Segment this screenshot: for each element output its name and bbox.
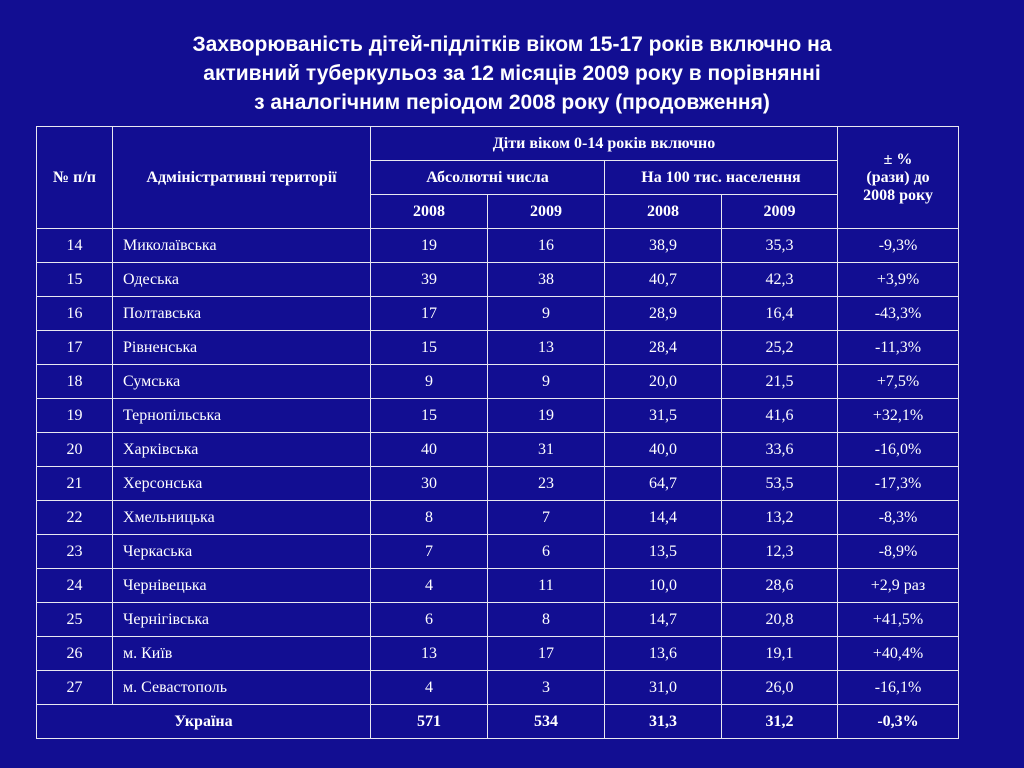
cell-change: -43,3% [838, 297, 959, 331]
cell-territory: Херсонська [113, 467, 371, 501]
tuberculosis-table [36, 126, 959, 739]
cell-rate-2009: 13,2 [722, 501, 838, 535]
cell-rate-2009: 16,4 [722, 297, 838, 331]
total-row [37, 705, 959, 739]
cell-rate-2009: 26,0 [722, 671, 838, 705]
header-abs-2008: 2008 [371, 195, 488, 229]
cell-abs-2009: 7 [488, 501, 605, 535]
cell-rate-2008: 20,0 [605, 365, 722, 399]
cell-num: 15 [37, 263, 113, 297]
cell-num: 25 [37, 603, 113, 637]
cell-abs-2009: 9 [488, 297, 605, 331]
cell-rate-2008: 40,7 [605, 263, 722, 297]
cell-change: -17,3% [838, 467, 959, 501]
header-territory: Адміністративні території [113, 127, 371, 229]
cell-rate-2009: 21,5 [722, 365, 838, 399]
cell-rate-2008: 13,6 [605, 637, 722, 671]
cell-territory: Сумська [113, 365, 371, 399]
header-change-line-1: ± % [883, 150, 913, 168]
cell-num: 27 [37, 671, 113, 705]
cell-num: 26 [37, 637, 113, 671]
header-rate-2008: 2008 [605, 195, 722, 229]
total-abs-2009: 534 [488, 705, 605, 739]
cell-abs-2008: 15 [371, 331, 488, 365]
cell-territory: Рівненська [113, 331, 371, 365]
cell-territory: Хмельницька [113, 501, 371, 535]
cell-change: +40,4% [838, 637, 959, 671]
header-change-line-3: 2008 року [863, 186, 933, 204]
cell-change: -11,3% [838, 331, 959, 365]
cell-rate-2009: 35,3 [722, 229, 838, 263]
cell-abs-2008: 9 [371, 365, 488, 399]
cell-abs-2008: 19 [371, 229, 488, 263]
cell-abs-2009: 3 [488, 671, 605, 705]
cell-abs-2009: 31 [488, 433, 605, 467]
cell-change: +32,1% [838, 399, 959, 433]
cell-abs-2009: 13 [488, 331, 605, 365]
cell-abs-2008: 4 [371, 569, 488, 603]
total-abs-2008: 571 [371, 705, 488, 739]
header-absolute: Абсолютні числа [371, 161, 605, 195]
cell-rate-2008: 31,0 [605, 671, 722, 705]
cell-num: 14 [37, 229, 113, 263]
cell-abs-2008: 13 [371, 637, 488, 671]
cell-abs-2008: 30 [371, 467, 488, 501]
title-line-3: з аналогічним періодом 2008 року (продовження) [254, 91, 770, 114]
cell-rate-2008: 64,7 [605, 467, 722, 501]
total-change: -0,3% [838, 705, 959, 739]
cell-rate-2008: 28,4 [605, 331, 722, 365]
cell-num: 19 [37, 399, 113, 433]
cell-change: +3,9% [838, 263, 959, 297]
cell-abs-2009: 11 [488, 569, 605, 603]
cell-abs-2009: 38 [488, 263, 605, 297]
cell-territory: Чернігівська [113, 603, 371, 637]
cell-rate-2008: 14,7 [605, 603, 722, 637]
table-row [37, 433, 959, 467]
cell-change: -16,0% [838, 433, 959, 467]
title-line-2: активний туберкульоз за 12 місяців 2009 року в порівнянні [203, 62, 821, 85]
cell-rate-2009: 19,1 [722, 637, 838, 671]
table-row [37, 229, 959, 263]
cell-rate-2008: 10,0 [605, 569, 722, 603]
table-row [37, 501, 959, 535]
cell-num: 18 [37, 365, 113, 399]
header-children-group: Діти віком 0-14 років включно [371, 127, 838, 161]
cell-territory: Миколаївська [113, 229, 371, 263]
cell-territory: Харківська [113, 433, 371, 467]
table-body [37, 229, 959, 705]
cell-rate-2009: 33,6 [722, 433, 838, 467]
cell-num: 21 [37, 467, 113, 501]
cell-num: 22 [37, 501, 113, 535]
cell-territory: Черкаська [113, 535, 371, 569]
cell-rate-2008: 38,9 [605, 229, 722, 263]
cell-rate-2008: 28,9 [605, 297, 722, 331]
cell-abs-2009: 23 [488, 467, 605, 501]
table-row [37, 365, 959, 399]
table-row [37, 569, 959, 603]
table-row [37, 297, 959, 331]
cell-territory: Одеська [113, 263, 371, 297]
table-row [37, 467, 959, 501]
cell-abs-2009: 6 [488, 535, 605, 569]
total-name: Україна [37, 705, 371, 739]
cell-territory: м. Севастополь [113, 671, 371, 705]
header-num: № п/п [37, 127, 113, 229]
cell-change: +41,5% [838, 603, 959, 637]
cell-num: 16 [37, 297, 113, 331]
cell-change: -8,9% [838, 535, 959, 569]
cell-rate-2009: 53,5 [722, 467, 838, 501]
cell-abs-2009: 17 [488, 637, 605, 671]
cell-territory: Тернопільська [113, 399, 371, 433]
table-row [37, 331, 959, 365]
cell-rate-2008: 13,5 [605, 535, 722, 569]
cell-rate-2008: 31,5 [605, 399, 722, 433]
header-per100k: На 100 тис. населення [605, 161, 838, 195]
cell-abs-2009: 16 [488, 229, 605, 263]
cell-num: 24 [37, 569, 113, 603]
cell-change: +2,9 раз [838, 569, 959, 603]
table-row [37, 637, 959, 671]
cell-abs-2008: 15 [371, 399, 488, 433]
cell-rate-2009: 28,6 [722, 569, 838, 603]
table-row [37, 603, 959, 637]
cell-rate-2009: 42,3 [722, 263, 838, 297]
total-rate-2009: 31,2 [722, 705, 838, 739]
cell-abs-2009: 9 [488, 365, 605, 399]
cell-change: -9,3% [838, 229, 959, 263]
cell-abs-2008: 40 [371, 433, 488, 467]
header-rate-2009: 2009 [722, 195, 838, 229]
cell-num: 23 [37, 535, 113, 569]
header-change-line-2: (рази) до [866, 168, 930, 186]
cell-rate-2008: 40,0 [605, 433, 722, 467]
cell-abs-2008: 6 [371, 603, 488, 637]
total-rate-2008: 31,3 [605, 705, 722, 739]
cell-territory: Полтавська [113, 297, 371, 331]
cell-rate-2008: 14,4 [605, 501, 722, 535]
cell-change: -16,1% [838, 671, 959, 705]
cell-abs-2008: 4 [371, 671, 488, 705]
cell-rate-2009: 20,8 [722, 603, 838, 637]
header-abs-2009: 2009 [488, 195, 605, 229]
header-change [838, 127, 959, 229]
title-line-1: Захворюваність дітей-підлітків віком 15-17 років включно на [192, 33, 832, 56]
cell-rate-2009: 25,2 [722, 331, 838, 365]
cell-change: -8,3% [838, 501, 959, 535]
cell-num: 20 [37, 433, 113, 467]
slide-title [0, 30, 1024, 117]
cell-abs-2009: 19 [488, 399, 605, 433]
cell-rate-2009: 12,3 [722, 535, 838, 569]
table-row [37, 671, 959, 705]
cell-abs-2009: 8 [488, 603, 605, 637]
cell-territory: Чернівецька [113, 569, 371, 603]
table-row [37, 399, 959, 433]
table-row [37, 263, 959, 297]
cell-num: 17 [37, 331, 113, 365]
cell-territory: м. Київ [113, 637, 371, 671]
cell-rate-2009: 41,6 [722, 399, 838, 433]
cell-change: +7,5% [838, 365, 959, 399]
cell-abs-2008: 7 [371, 535, 488, 569]
cell-abs-2008: 8 [371, 501, 488, 535]
cell-abs-2008: 39 [371, 263, 488, 297]
table-row [37, 535, 959, 569]
cell-abs-2008: 17 [371, 297, 488, 331]
